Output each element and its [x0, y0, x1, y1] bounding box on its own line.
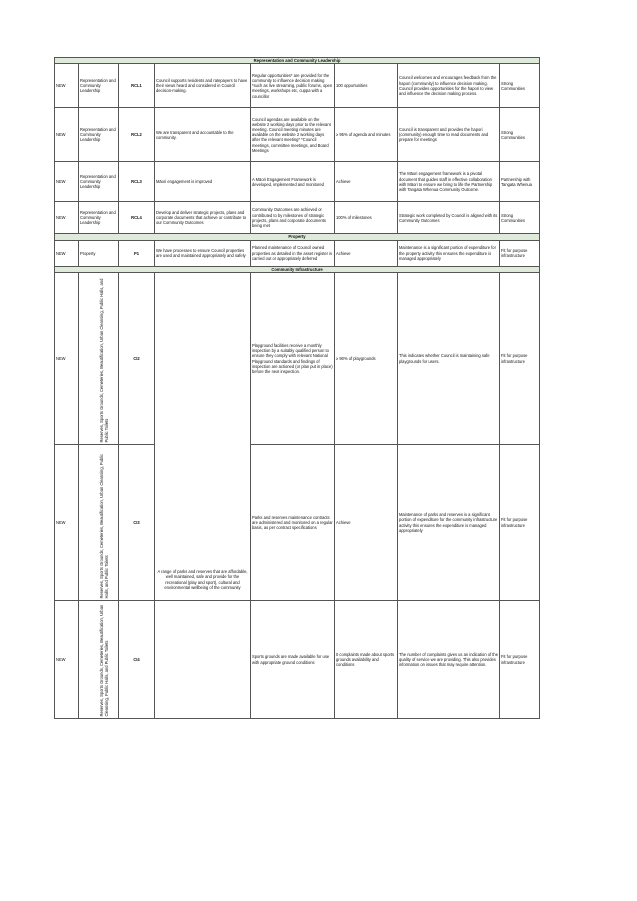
activity-cell: Representation and Community Leadership — [79, 162, 119, 202]
code-cell: CI4 — [119, 601, 155, 719]
code-cell: P1 — [119, 240, 155, 266]
outcome-cell: Develop and deliver strategic projects, plans and corporate documents that achieve or contribute to our Community Outcomes — [155, 202, 251, 234]
code-cell: CI2 — [119, 273, 155, 445]
activity-label: Reserves, Sports Grounds, Cemeteries, Beautification, Urban Cleansing, Public Halls, and Public Toilets — [98, 278, 109, 443]
target-cell: 0 complaints made about sports grounds availability and conditions — [335, 601, 398, 719]
outcome-cell: We have processes to ensure Council properties are used and maintained appropriately and safely — [155, 240, 251, 266]
outcome-cell: We are transparent and accountable to the community. — [155, 108, 251, 162]
code-cell: RCL1 — [119, 64, 155, 108]
target-cell: Achieve — [335, 162, 398, 202]
wellbeing-cell: Strong Communities — [500, 64, 540, 108]
wellbeing-cell: Fit for purpose infrastructure — [500, 601, 540, 719]
outcome-cell: A range of parks and reserves that are affordable, well maintained, safe and provide for the recreational (play and sport), cultural and environmental wellbeing of the community — [155, 273, 251, 601]
target-cell: ≥ 95% of agenda and minutes — [335, 108, 398, 162]
table-row — [55, 162, 540, 202]
activity-cell — [79, 445, 119, 601]
section-title: Community Infrastructure — [55, 266, 540, 272]
rationale-cell: The number of complaints gives us an indication of the quality of service we are providing. This also provides information on issues that may require attention. — [398, 601, 500, 719]
status-cell: NEW — [55, 202, 79, 234]
code-cell: RCL3 — [119, 162, 155, 202]
rationale-cell: Council is transparent and provides the hapori (community) enough time to read documents and prepare for meetings — [398, 108, 500, 162]
rationale-cell: Council welcomes and encourages feedback from the hapori (community) to influence decision making. Council provides opportunities for the hapori to view and influence the decision making process. — [398, 64, 500, 108]
wellbeing-cell: Fit for purpose infrastructure — [500, 445, 540, 601]
wellbeing-cell: Partnership with Tangata Whenua — [500, 162, 540, 202]
outcome-cell-empty — [155, 601, 251, 719]
status-cell: NEW — [55, 601, 79, 719]
code-cell: RCL2 — [119, 108, 155, 162]
table-row — [55, 64, 540, 108]
activity-cell: Representation and Community Leadership — [79, 64, 119, 108]
measure-cell: Playground facilities receive a monthly inspection by a suitably qualified person to ensure they comply with relevant National Playground standards and findings of inspection are actioned (or plan put in place) before the next inspection. — [251, 273, 335, 445]
code-cell: CI3 — [119, 445, 155, 601]
target-cell: 100 opportunities — [335, 64, 398, 108]
measure-cell: Planned maintenance of Council owned properties as detailed in the asset register is carried out or appropriately deferred — [251, 240, 335, 266]
outcome-cell: Māori engagement is improved — [155, 162, 251, 202]
activity-label: Reserves, Sports Grounds, Cemeteries, Beautification, Urban Cleansing, Public Halls, and Public Toilets — [98, 453, 109, 599]
status-cell: NEW — [55, 445, 79, 601]
activity-cell: Property — [79, 240, 119, 266]
status-cell: NEW — [55, 240, 79, 266]
table-row — [55, 240, 540, 266]
activity-label: Reserves, Sports Grounds, Cemeteries, Beautification, Urban Cleansing, Public Halls, and Public Toilets — [98, 604, 109, 717]
rationale-cell: This indicates whether Council is maintaining safe playgrounds for users. — [398, 273, 500, 445]
target-cell: ≥ 90% of playgrounds — [335, 273, 398, 445]
table-row — [55, 273, 540, 445]
activity-cell: Representation and Community Leadership — [79, 108, 119, 162]
measure-cell: Community Outcomes are achieved or contributed to by milestones of strategic projects, plans and corporate documents being met — [251, 202, 335, 234]
target-cell: Achieve — [335, 445, 398, 601]
status-cell: NEW — [55, 162, 79, 202]
measure-cell: A Māori Engagement Framework is developed, implemented and monitored — [251, 162, 335, 202]
table-row — [55, 445, 540, 601]
section-title: Property — [55, 234, 540, 240]
performance-measures-table — [54, 57, 540, 719]
wellbeing-cell: Strong Communities — [500, 108, 540, 162]
rationale-cell: Maintenance of parks and reserves is a significant portion of expenditure for the community infrastructure activity this ensures the expenditure is managed appropriately — [398, 445, 500, 601]
status-cell: NEW — [55, 273, 79, 445]
wellbeing-cell: Fit for purpose infrastructure — [500, 273, 540, 445]
measure-cell: Sports grounds are made available for use with appropriate ground conditions — [251, 601, 335, 719]
measure-cell: Council agendas are available on the website 2 working days prior to the relevant meeting. Council meeting minutes are available on the website 2 working days after the relevant meeting* *Council meetings, committee meetings, and Board Meetings — [251, 108, 335, 162]
code-cell: RCL4 — [119, 202, 155, 234]
rationale-cell: The Māori engagement framework is a pivotal document that guides staff in effective collaboration with Māori to ensure we bring to life the Partnership with Tangata Whenua Community Outcome. — [398, 162, 500, 202]
target-cell: 100% of milestones — [335, 202, 398, 234]
measure-cell: Regular opportunities* are provided for the community to influence decision making *such as live streaming, public forums, open meetings, workshops etc, cuppa with a councillor — [251, 64, 335, 108]
status-cell: NEW — [55, 108, 79, 162]
measure-cell: Parks and reserves maintenance contracts are administered and monitored on a regular basis, as per contract specifications — [251, 445, 335, 601]
activity-cell — [79, 601, 119, 719]
status-cell: NEW — [55, 64, 79, 108]
activity-cell — [79, 273, 119, 445]
rationale-cell: Maintenance is a significant portion of expenditure for the property activity this ensures the expenditure is managed appropriately — [398, 240, 500, 266]
wellbeing-cell: Strong Communities — [500, 202, 540, 234]
wellbeing-cell: Fit for purpose infrastructure — [500, 240, 540, 266]
table-row — [55, 202, 540, 234]
target-cell: Achieve — [335, 240, 398, 266]
table-row — [55, 601, 540, 719]
table-row — [55, 108, 540, 162]
outcome-cell: Council supports residents and ratepayers to have their views heard and considered in Council decision-making. — [155, 64, 251, 108]
section-title: Representation and Community Leadership — [55, 58, 540, 64]
activity-cell: Representation and Community Leadership — [79, 202, 119, 234]
rationale-cell: Strategic work completed by Council is aligned with its Community Outcomes — [398, 202, 500, 234]
